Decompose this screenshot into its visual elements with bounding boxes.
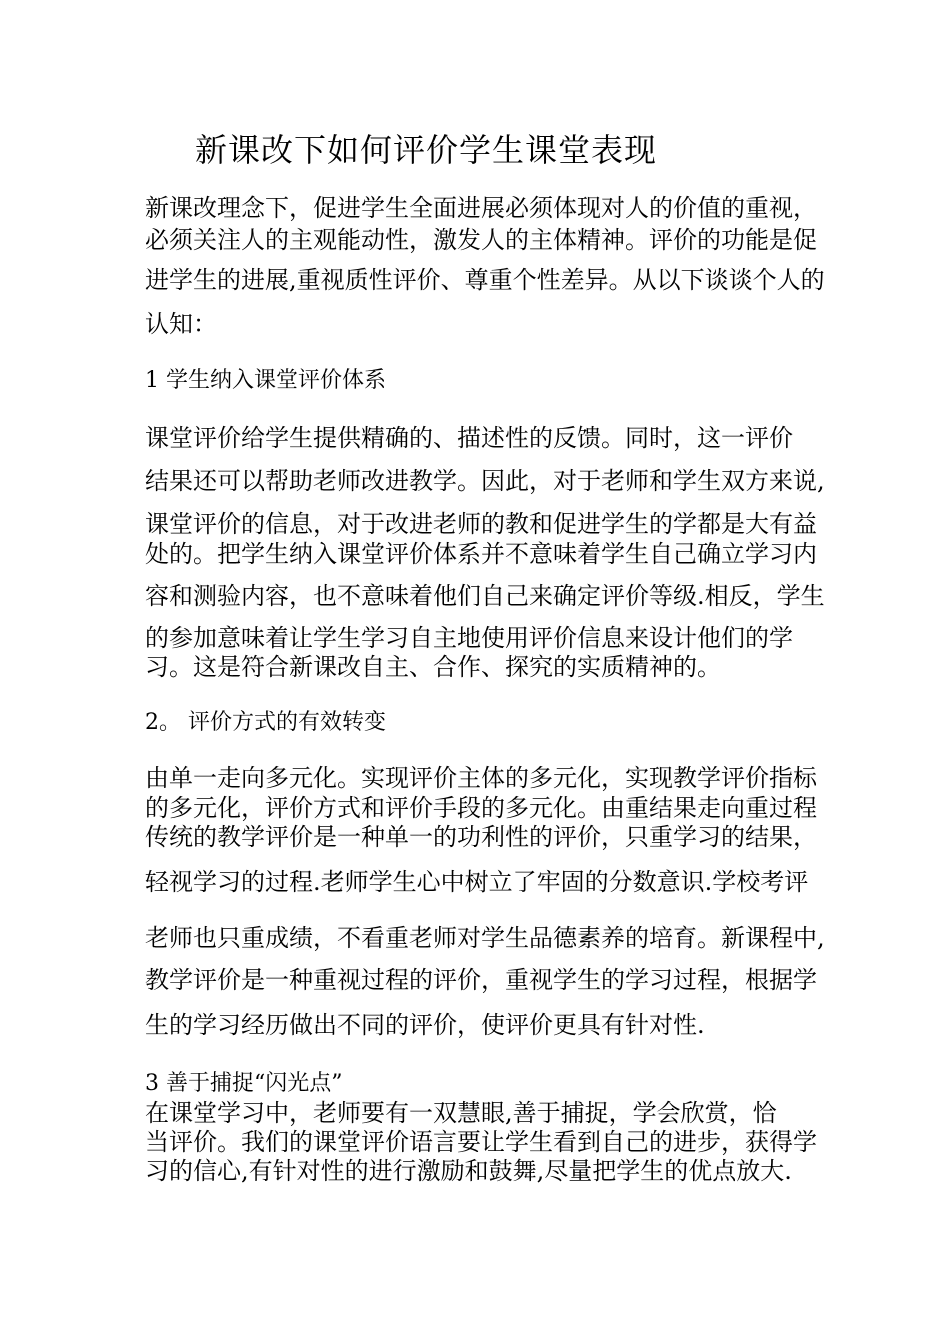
paragraph-line: 生的学习经历做出不同的评价，使评价更具有针对性. xyxy=(145,1011,705,1039)
paragraph-line: 老师也只重成绩，不看重老师对学生品德素养的培育。新课程中, xyxy=(145,924,825,952)
paragraph-line: 结果还可以帮助老师改进教学。因此，对于老师和学生双方来说, xyxy=(145,467,825,495)
paragraph-line: 的多元化，评价方式和评价手段的多元化。由重结果走向重过程 xyxy=(145,794,817,822)
section-heading: 3 善于捕捉“闪光点” xyxy=(145,1071,343,1096)
paragraph-line: 处的。把学生纳入课堂评价体系并不意味着学生自己确立学习内 xyxy=(145,540,817,568)
paragraph-line: 传统的教学评价是一种单一的功利性的评价，只重学习的结果， xyxy=(145,823,817,851)
paragraph-line: 认知： xyxy=(145,310,217,338)
paragraph-line: 由单一走向多元化。实现评价主体的多元化，实现教学评价指标 xyxy=(145,764,817,792)
paragraph-line: 在课堂学习中，老师要有一双慧眼,善于捕捉，学会欣赏，恰 xyxy=(145,1099,777,1127)
paragraph-line: 习。这是符合新课改自主、合作、探究的实质精神的。 xyxy=(145,653,721,681)
section-heading: 1 学生纳入课堂评价体系 xyxy=(145,368,386,393)
paragraph-line: 课堂评价的信息，对于改进老师的教和促进学生的学都是大有益 xyxy=(145,510,817,538)
section-heading: 2。 评价方式的有效转变 xyxy=(145,710,386,735)
paragraph-line: 新课改理念下，促进学生全面进展必须体现对人的价值的重视， xyxy=(145,194,817,222)
paragraph-line: 轻视学习的过程.老师学生心中树立了牢固的分数意识.学校考评 xyxy=(145,868,809,896)
paragraph-line: 教学评价是一种重视过程的评价，重视学生的学习过程，根据学 xyxy=(145,966,817,994)
paragraph-line: 进学生的进展,重视质性评价、尊重个性差异。从以下谈谈个人的 xyxy=(145,266,825,294)
paragraph-line: 课堂评价给学生提供精确的、描述性的反馈。同时，这一评价 xyxy=(145,424,793,452)
paragraph-line: 的参加意味着让学生学习自主地使用评价信息来设计他们的学 xyxy=(145,624,793,652)
paragraph-line: 必须关注人的主观能动性，激发人的主体精神。评价的功能是促 xyxy=(145,226,817,254)
document-title: 新课改下如何评价学生课堂表现 xyxy=(195,131,658,169)
paragraph-line: 习的信心,有针对性的进行激励和鼓舞,尽量把学生的优点放大. xyxy=(145,1157,792,1185)
paragraph-line: 当评价。我们的课堂评价语言要让学生看到自己的进步，获得学 xyxy=(145,1128,817,1156)
paragraph-line: 容和测验内容，也不意味着他们自己来确定评价等级.相反，学生 xyxy=(145,582,825,610)
